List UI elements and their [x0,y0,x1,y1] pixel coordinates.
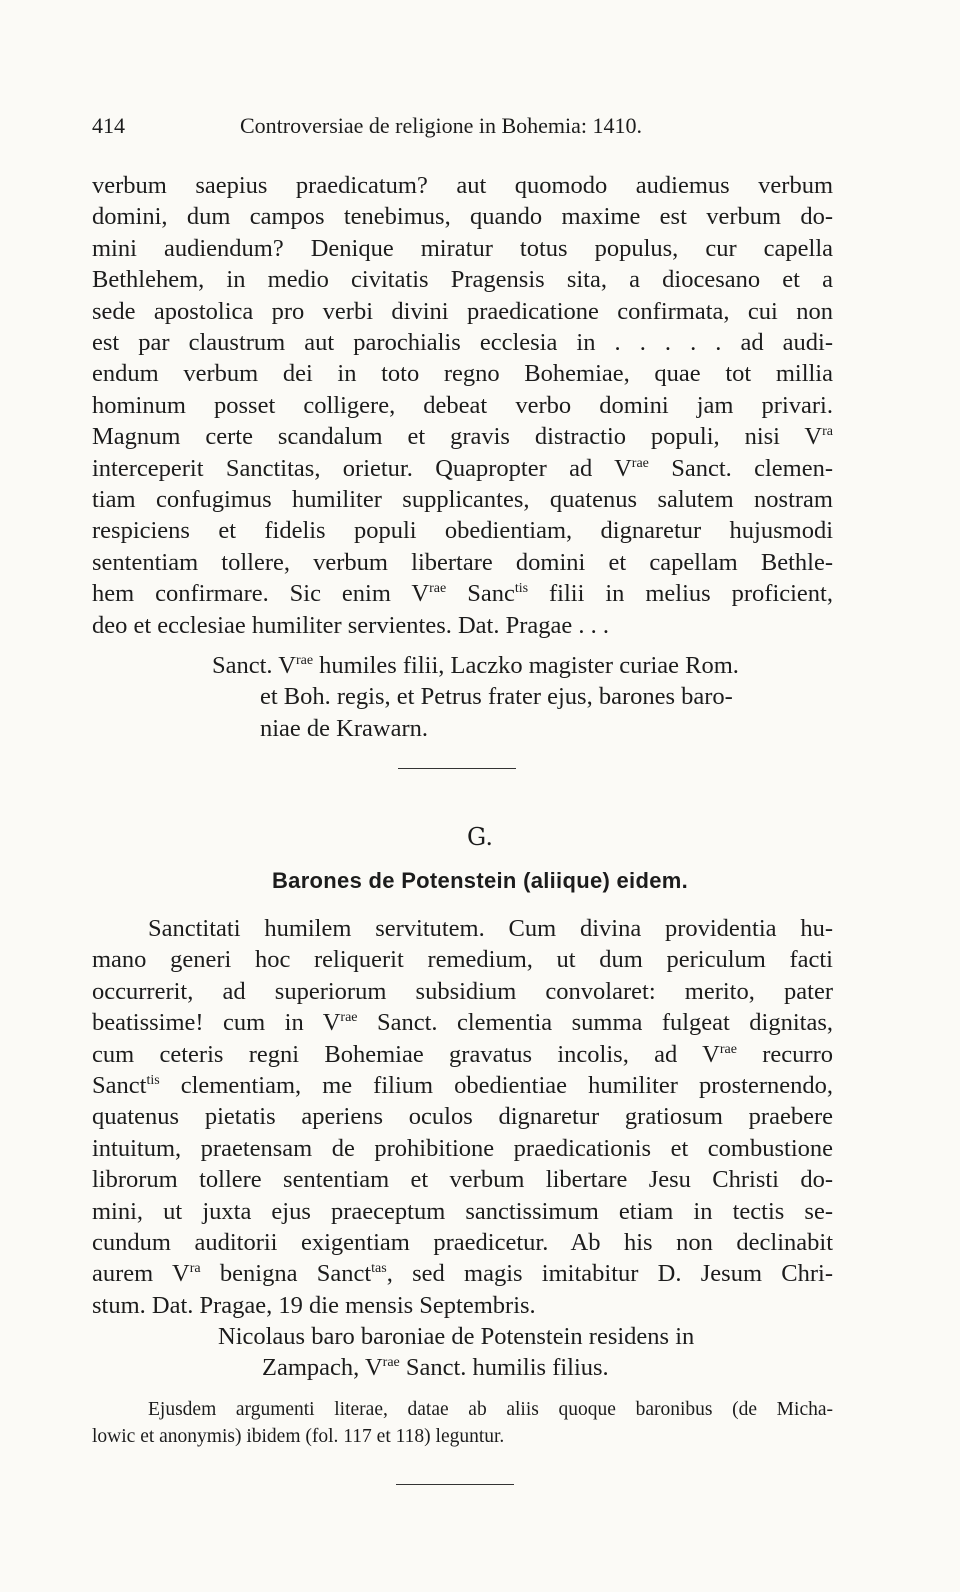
signature-line: et Boh. regis, et Petrus frater ejus, barones baro- [260,683,733,711]
text-line: sententiam tollere, verbum libertare domini et capellam Bethle- [92,548,833,576]
text-line: Bethlehem, in medio civitatis Pragensis sita, a diocesano et a [92,266,833,294]
text-line: intuitum, praetensam de prohibitione praedicationis et combustione [92,1134,833,1162]
text-line: hominum posset colligere, debeat verbo domini jam privari. [92,391,833,419]
text-line: tiam confugimus humiliter supplicantes, quatenus salutem nostram [92,486,833,514]
text-line: Magnum certe scandalum et gravis distractio populi, nisi $V^{ra}$ [92,423,833,451]
superscript: rae [340,1010,358,1026]
note-line: Ejusdem argumenti literae, datae ab aliis quoque baronibus (de Micha- [148,1399,833,1420]
superscript: tis [514,581,529,597]
text-line: respiciens et fidelis populi obedientiam, dignaretur hujusmodi [92,517,833,545]
letter-body [92,913,833,1321]
page-number: 414 [92,113,125,138]
signature-line: Nicolaus baro baroniae de Potenstein residens in [218,1323,695,1350]
signature-line: niae de Krawarn. [260,714,429,742]
text-line: stum. Dat. Pragae, 19 die mensis Septembris. [92,1291,536,1319]
text-line: cum ceteris regni Bohemiae gravatus incolis, ad $V^{rae}$ recurro [92,1040,833,1068]
superscript: tis [146,1072,160,1088]
superscript: rae [429,581,447,597]
section-title: Barones de Potenstein (aliique) eidem. [271,868,689,893]
text-line: librorum tollere sententiam et verbum libertare Jesu Christi do- [92,1166,833,1194]
superscript: rae [631,455,649,471]
section-letter: G. [467,823,493,851]
letter-body-continued [92,170,833,641]
text-line: deo et ecclesiae humiliter servientes. Dat. Pragae . . . [92,611,610,639]
text-line: Sanctitati humilem servitutem. Cum divina providentia hu- [148,915,833,942]
text-line: hem confirmare. Sic enim $V^{rae}$ Sanc$^{tis}$ filii in melius proficient, [92,580,833,608]
text-line: endum verbum dei in toto regno Bohemiae, quae tot millia [92,360,833,388]
text-line: cundum auditorii exigentiam praedicetur. Ab his non declinabit [92,1229,833,1257]
text-line: mini, ut juxta ejus praeceptum sanctissimum etiam in tectis se- [92,1197,833,1225]
separator-rule [396,1484,514,1485]
text-line: mini audiendum? Denique miratur totus populus, cur capella [92,234,833,262]
editorial-note [92,1396,833,1450]
superscript: ra [189,1261,201,1277]
running-title: Controversiae de religione in Bohemia: 1410. [240,113,643,138]
separator-rule [398,768,516,769]
text-line: sede apostolica pro verbi divini praedicatione confirmata, cui non [92,297,833,325]
superscript: tas [371,1261,387,1277]
signature-line: Zampach, $V^{rae}$ Sanct. humilis filius. [262,1354,609,1382]
text-line: verbum saepius praedicatum? aut quomodo audiemus verbum [92,172,833,199]
text-line: Sanct$^{tis}$ clementiam, me filium obedientiae humiliter prosternendo, [92,1072,833,1100]
text-line: mano generi hoc reliquerit remedium, ut dum periculum facti [92,946,833,974]
text-line: est par claustrum aut parochialis ecclesia in . . . . . ad audi- [92,329,833,357]
text-line: quatenus pietatis aperiens oculos dignaretur gratiosum praebere [92,1103,833,1131]
text-line: domini, dum campos tenebimus, quando maxime est verbum do- [92,203,833,231]
superscript: ra [822,424,833,440]
superscript: rae [719,1041,737,1057]
text-line: occurrerit, ad superiorum subsidium convolaret: merito, pater [92,977,833,1005]
text-line: interceperit Sanctitas, orietur. Quapropter ad $V^{rae}$ Sanct. clemen- [92,454,834,482]
text-line: aurem $V^{ra}$ benigna Sanct$^{tas}$, sed magis imitabitur D. Jesum Chri- [92,1260,833,1288]
text-line: beatissime! cum in $V^{rae}$ Sanct. clementia summa fulgeat dignitas, [92,1009,833,1037]
signature-line: Sanct. $V^{rae}$ humiles filii, Laczko magister curiae Rom. [212,652,739,679]
superscript: rae [382,1355,400,1371]
signature-block-1 [92,650,833,744]
superscript: rae [295,652,314,668]
note-line: lowic et anonymis) ibidem (fol. 117 et 118) leguntur. [92,1426,505,1447]
signature-block-2 [92,1321,833,1384]
